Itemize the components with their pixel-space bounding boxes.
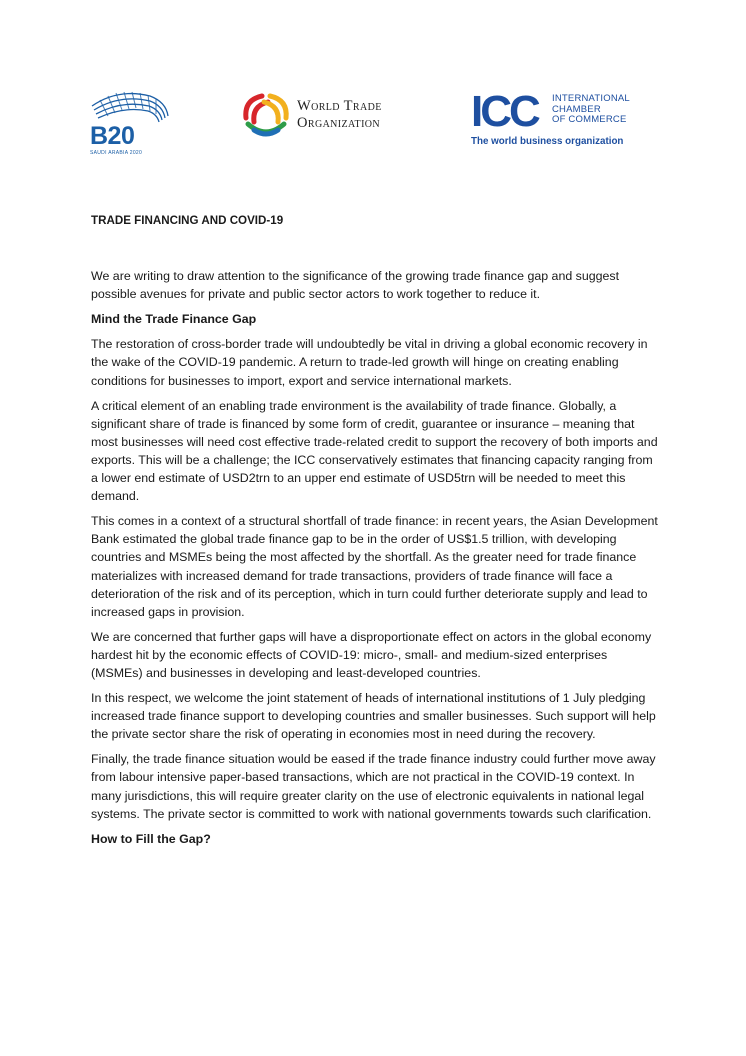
paragraph-intro: We are writing to draw attention to the significance of the growing trade finance gap and suggest possible avenues for private and public sector actors to work together to reduce it. xyxy=(91,269,620,302)
b20-wordmark: B20 xyxy=(90,122,135,150)
icc-name xyxy=(552,94,630,126)
logo-bar xyxy=(88,86,648,156)
icc-name-line3: OF COMMERCE xyxy=(552,114,627,125)
document-body xyxy=(91,212,661,855)
paragraph-4: We are concerned that further gaps will have a disproportionate effect on actors in the global economy hardest hit by the economic effects of COVID-19: micro-, small- and medium-sized enterprises (MSMEs) and businesses in developing and least-developed countries. xyxy=(91,629,652,680)
icc-name-line2: CHAMBER xyxy=(552,103,601,115)
paragraph-6: Finally, the trade finance situation would be eased if the trade finance industry could further move away from labour intensive paper-based transactions, which are not practical in the COVID-19 context. In many jurisdictions, this will require greater clarity on the use of electronic equivalents in national legal systems. The private sector is committed to work with national governments towards such clarification. xyxy=(91,752,656,821)
paragraph-3: This comes in a context of a structural shortfall of trade finance: in recent years, the Asian Development Bank estimated the global trade finance gap to be in the order of US$1.5 trillion, with developing countries and MSMEs being the most affected by the shortfall. As the greater need for trade finance materializes with increased demand for trade transactions, providers of trade finance will face a deterioration of the risk and of its perception, which in turn could further deteriorate supply and lead to increased gaps in provision. xyxy=(91,514,658,619)
wto-emblem-icon xyxy=(240,92,292,140)
document-title: TRADE FINANCING AND COVID-19 xyxy=(91,214,284,227)
section-heading-mind-the-gap: Mind the Trade Finance Gap xyxy=(91,312,257,327)
icc-name-line1: INTERNATIONAL xyxy=(552,93,630,104)
icc-tagline: The world business organization xyxy=(471,136,624,147)
wto-line2: Organization xyxy=(297,115,381,131)
paragraph-1: The restoration of cross-border trade will undoubtedly be vital in driving a global economic recovery in the wake of the COVID-19 pandemic. A return to trade-led growth will hinge on creating enabling conditions for businesses to import, export and service international markets. xyxy=(91,337,648,388)
paragraph-5: In this respect, we welcome the joint statement of heads of international institutions of 1 July pledging increased trade finance support to developing countries and smaller businesses. Such support will help the private sector share the risk of operating in economies most in need during the recovery. xyxy=(91,691,656,742)
icc-logo xyxy=(471,87,651,148)
wto-wordmark xyxy=(297,98,382,132)
b20-swoosh-icon xyxy=(88,86,172,126)
b20-logo xyxy=(88,86,172,156)
wto-logo xyxy=(240,92,420,140)
paragraph-2: A critical element of an enabling trade environment is the availability of trade finance. Globally, a significant share of trade is financed by some form of credit, guarantee or insurance – meaning that most businesses will need cost effective trade-related credit to support the recovery of both imports and exports. This will be a challenge; the ICC conservatively estimates that financing capacity ranging from a lower end estimate of USD2trn to an upper end estimate of USD5trn will be needed to meet this demand. xyxy=(91,398,658,504)
wto-line1: World Trade xyxy=(297,98,382,114)
icc-letters: ICC xyxy=(471,87,538,136)
b20-subtitle: SAUDI ARABIA 2020 xyxy=(90,150,143,156)
section-heading-fill-the-gap: How to Fill the Gap? xyxy=(91,831,211,846)
